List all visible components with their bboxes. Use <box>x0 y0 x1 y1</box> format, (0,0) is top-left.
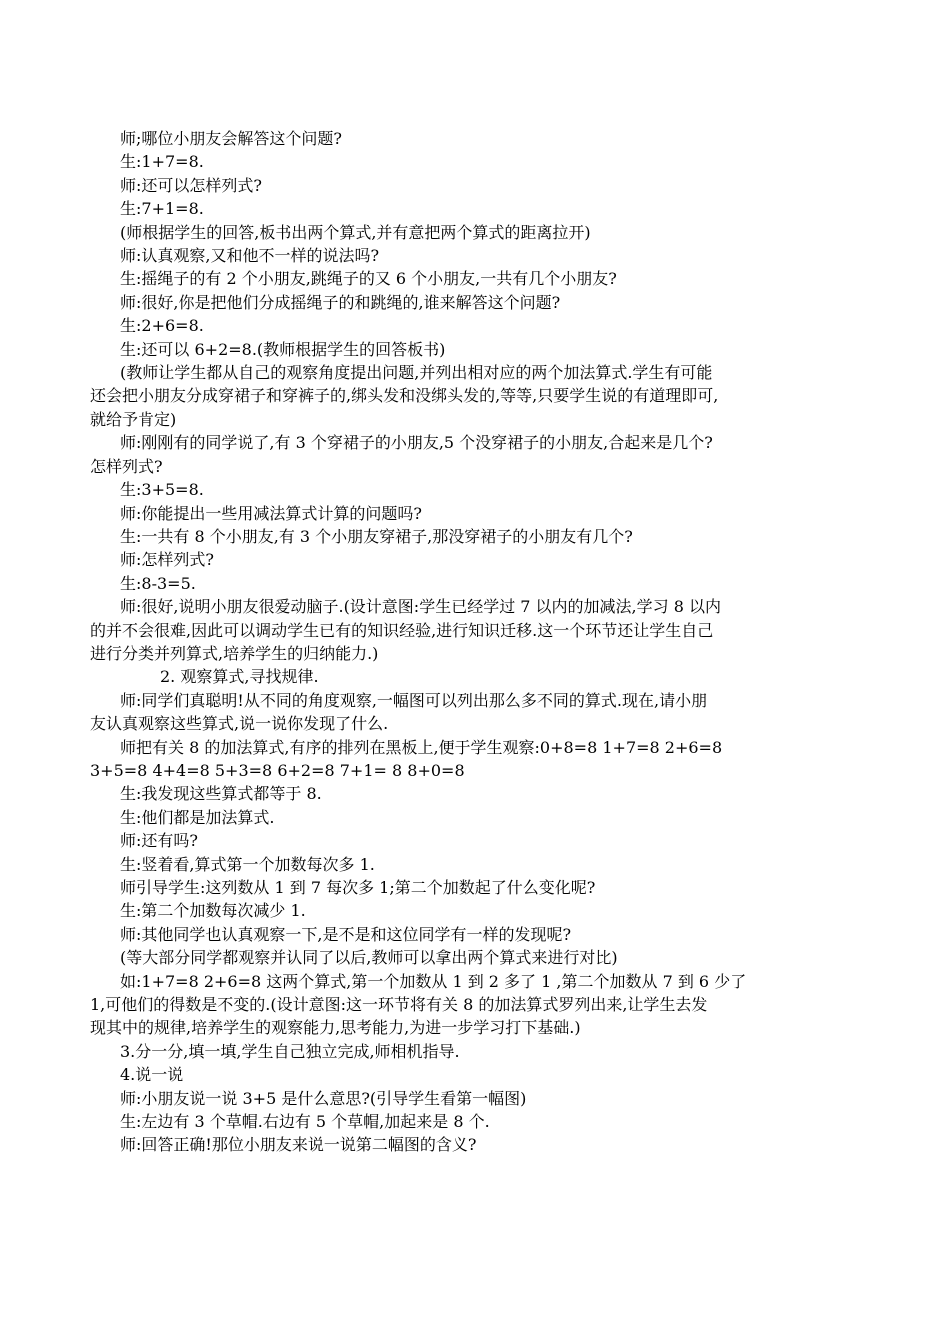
text-line: 3+5=8 4+4=8 5+3=8 6+2=8 7+1= 8 8+0=8 <box>90 760 465 780</box>
text-line: 生:竖着看,算式第一个加数每次多 1. <box>120 854 375 874</box>
text-line: 生:一共有 8 个小朋友,有 3 个小朋友穿裙子,那没穿裙子的小朋友有几个? <box>120 526 633 546</box>
text-line: 2. 观察算式,寻找规律. <box>160 667 319 687</box>
text-line: 师;哪位小朋友会解答这个问题? <box>120 129 342 148</box>
text-line: 就给予肯定) <box>90 409 177 429</box>
text-line: 还会把小朋友分成穿裙子和穿裤子的,绑头发和没绑头发的,等等,只要学生说的有道理即可, <box>90 386 719 406</box>
text-line: (师根据学生的回答,板书出两个算式,并有意把两个算式的距离拉开) <box>120 222 591 242</box>
text-line: 师:同学们真聪明!从不同的角度观察,一幅图可以列出那么多不同的算式.现在,请小朋 <box>120 690 708 710</box>
text-line: 师引导学生:这列数从 1 到 7 每次多 1;第二个加数起了什么变化呢? <box>120 878 596 897</box>
text-line: 3.分一分,填一填,学生自己独立完成,师相机指导. <box>120 1041 460 1061</box>
text-line: 4.说一说 <box>120 1065 184 1085</box>
text-line: 生:1+7=8. <box>120 152 204 172</box>
text-line: 师:很好,说明小朋友很爱动脑子.(设计意图:学生已经学过 7 以内的加减法,学习 8 以内 <box>120 597 721 617</box>
text-line: 生:我发现这些算式都等于 8. <box>120 784 322 804</box>
lesson-plan-text <box>90 127 860 1157</box>
text-line: 师:还有吗? <box>120 831 198 851</box>
text-line: 生:7+1=8. <box>120 199 204 219</box>
text-line: 生:2+6=8. <box>120 316 204 336</box>
text-line: 生:摇绳子的有 2 个小朋友,跳绳子的又 6 个小朋友,一共有几个小朋友? <box>120 269 617 289</box>
text-line: 师:怎样列式? <box>120 550 214 570</box>
text-line: 如:1+7=8 2+6=8 这两个算式,第一个加数从 1 到 2 多了 1 ,第二个加数从 7 到 6 少了 <box>120 971 747 991</box>
text-line: 师:刚刚有的同学说了,有 3 个穿裙子的小朋友,5 个没穿裙子的小朋友,合起来是几个? <box>120 433 713 453</box>
text-line: 师:小朋友说一说 3+5 是什么意思?(引导学生看第一幅图) <box>120 1088 527 1108</box>
text-line: 生:3+5=8. <box>120 480 204 500</box>
text-line: 进行分类并列算式,培养学生的归纳能力.) <box>90 643 379 663</box>
text-line: 怎样列式? <box>90 456 163 476</box>
text-line: 友认真观察这些算式,说一说你发现了什么. <box>90 714 389 734</box>
text-line: 师:还可以怎样列式? <box>120 175 262 195</box>
text-line: 生:8-3=5. <box>120 573 196 593</box>
text-line: 师:你能提出一些用减法算式计算的问题吗? <box>120 503 422 523</box>
text-line: 师把有关 8 的加法算式,有序的排列在黑板上,便于学生观察:0+8=8 1+7=8 2+6=8 <box>120 737 723 757</box>
text-line: 现其中的规律,培养学生的观察能力,思考能力,为进一步学习打下基础.) <box>90 1018 581 1038</box>
text-line: 生:第二个加数每次减少 1. <box>120 901 306 921</box>
text-line: 师:其他同学也认真观察一下,是不是和这位同学有一样的发现呢? <box>120 924 572 944</box>
text-line: 1,可他们的得数是不变的.(设计意图:这一环节将有关 8 的加法算式罗列出来,让学生去发 <box>90 995 708 1015</box>
text-line: 师:回答正确!那位小朋友来说一说第二幅图的含义? <box>120 1135 477 1155</box>
text-line: (教师让学生都从自己的观察角度提出问题,并列出相对应的两个加法算式.学生有可能 <box>120 363 713 383</box>
text-line: 生:他们都是加法算式. <box>120 807 275 827</box>
text-line: 生:还可以 6+2=8.(教师根据学生的回答板书) <box>120 339 446 359</box>
text-line: 的并不会很难,因此可以调动学生已有的知识经验,进行知识迁移.这一个环节还让学生自己 <box>90 620 714 640</box>
text-line: 生:左边有 3 个草帽.右边有 5 个草帽,加起来是 8 个. <box>120 1112 490 1132</box>
text-line: (等大部分同学都观察并认同了以后,教师可以拿出两个算式来进行对比) <box>120 948 618 968</box>
text-line: 师:认真观察,又和他不一样的说法吗? <box>120 246 380 266</box>
text-line: 师:很好,你是把他们分成摇绳子的和跳绳的,谁来解答这个问题? <box>120 292 561 312</box>
